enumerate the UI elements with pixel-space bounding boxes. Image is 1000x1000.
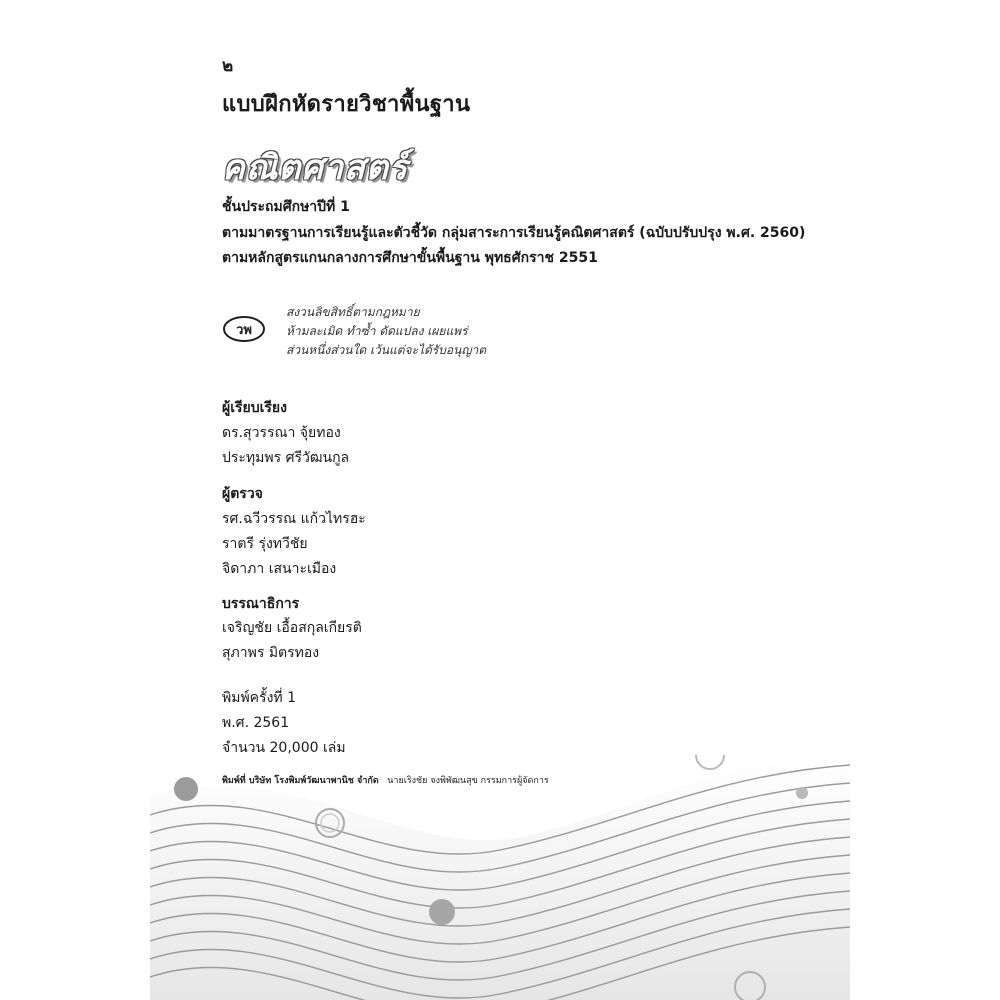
- page-number: ๒: [222, 56, 234, 76]
- editor-name: เจริญชัย เอื้อสกุลเกียรติ: [222, 620, 362, 636]
- subject-title: คณิตศาสตร์: [222, 148, 409, 188]
- author-name: ดร.สุวรรณา จุ้ยทอง: [222, 425, 341, 441]
- reviewer-name: ราตรี รุ่งทวีชัย: [222, 536, 308, 552]
- printer-manager: นายเริงชัย จงพิพัฒนสุข กรรมการผู้จัดการ: [387, 776, 549, 786]
- editor-name: สุภาพร มิตรทอง: [222, 645, 320, 661]
- printer-info: [222, 773, 549, 787]
- curriculum-line: ตามหลักสูตรแกนกลางการศึกษาขั้นพื้นฐาน พุทธศักราช 2551: [222, 250, 598, 266]
- copyright-line-1: สงวนลิขสิทธิ์ตามกฎหมาย: [286, 305, 420, 319]
- editors-heading: บรรณาธิการ: [222, 596, 300, 612]
- copyright-line-2: ห้ามละเมิด ทำซ้ำ ดัดแปลง เผยแพร่: [286, 324, 468, 338]
- reviewer-name: รศ.ฉวีวรรณ แก้วไทรฮะ: [222, 511, 366, 527]
- book-title: แบบฝึกหัดรายวิชาพื้นฐาน: [222, 92, 471, 117]
- printing-year: พ.ศ. 2561: [222, 715, 290, 731]
- printing-edition: พิมพ์ครั้งที่ 1: [222, 690, 296, 706]
- authors-heading: ผู้เรียบเรียง: [222, 400, 287, 416]
- wave-decoration: [150, 755, 850, 1000]
- grade-level: ชั้นประถมศึกษาปีที่ 1: [222, 199, 350, 215]
- standard-line: ตามมาตรฐานการเรียนรู้และตัวชี้วัด กลุ่มสาระการเรียนรู้คณิตศาสตร์ (ฉบับปรับปรุง พ.ศ. 2560): [222, 225, 806, 241]
- printing-copies: จำนวน 20,000 เล่ม: [222, 740, 346, 756]
- publisher-logo: [222, 314, 266, 344]
- printer-label: พิมพ์ที่ บริษัท โรงพิมพ์วัฒนาพานิช จำกัด: [222, 776, 379, 786]
- reviewers-heading: ผู้ตรวจ: [222, 486, 263, 502]
- reviewer-name: จิดาภา เสนาะเมือง: [222, 561, 337, 577]
- publisher-logo-text: วพ: [236, 323, 252, 338]
- author-name: ประทุมพร ศรีวัฒนกูล: [222, 450, 350, 466]
- copyright-line-3: ส่วนหนึ่งส่วนใด เว้นแต่จะได้รับอนุญาต: [286, 343, 487, 357]
